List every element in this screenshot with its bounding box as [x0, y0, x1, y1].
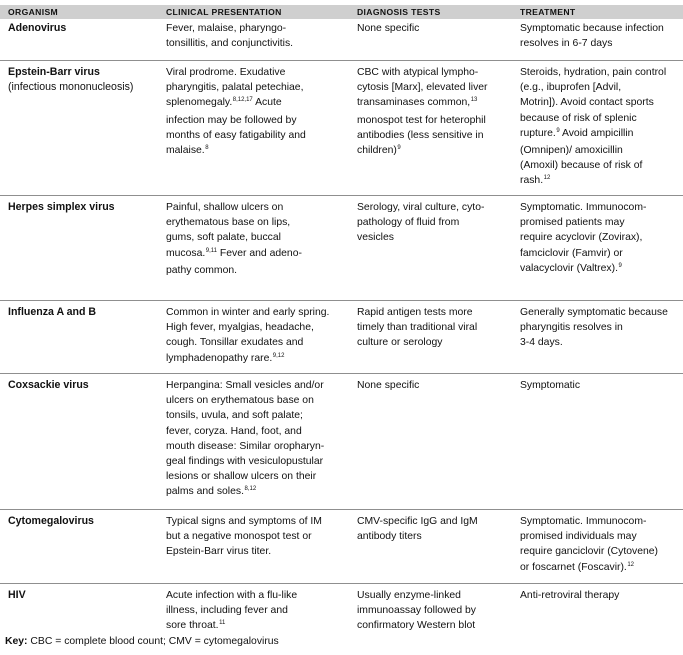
cell-line	[357, 128, 488, 143]
line-text: geal findings with vesiculopustular	[166, 456, 324, 468]
cell-line	[166, 603, 297, 618]
line-text: None specific	[357, 23, 420, 34]
line-text: Common in winter and early spring.	[166, 307, 330, 318]
organism-subtitle: (infectious mononucleosis)	[8, 81, 134, 94]
cell-treatment	[520, 65, 666, 191]
cell-line	[166, 408, 324, 423]
cell-line	[166, 200, 302, 215]
cell-line	[357, 588, 476, 603]
line-text: timely than traditional viral	[357, 322, 478, 334]
cell-clinical	[166, 65, 306, 160]
line-text: 3-4 days.	[520, 337, 563, 349]
line-text: Symptomatic. Immunocom-	[520, 516, 647, 527]
line-text: tonsils, uvula, and soft palate;	[166, 410, 303, 422]
cell-treatment	[520, 200, 646, 278]
line-text: cough. Tonsillar exudates and	[166, 337, 304, 349]
line-text: cytosis [Marx], elevated liver	[357, 82, 488, 94]
citation-superscript: 8	[205, 145, 209, 152]
cell-line	[166, 320, 329, 335]
cell-line	[520, 560, 658, 577]
line-text: tonsillitis, and conjunctivitis.	[166, 38, 294, 50]
cell-line	[520, 529, 658, 544]
line-text: Symptomatic. Immunocom-	[520, 202, 647, 213]
cell-line	[520, 514, 658, 529]
cell-organism	[8, 305, 96, 320]
line-text: lymphadenopathy rare.	[166, 352, 273, 364]
line-text: malaise.	[166, 145, 205, 157]
cell-diagnosis	[357, 21, 419, 36]
line-text: mucosa.	[166, 247, 206, 259]
line-text: (e.g., ibuprofen [Advil,	[520, 82, 622, 94]
cell-line	[166, 529, 322, 544]
cell-line	[520, 305, 668, 320]
line-text: High fever, myalgias, headache,	[166, 322, 314, 334]
line-text: pathy common.	[166, 264, 238, 276]
cell-line	[166, 439, 324, 454]
citation-superscript: 13	[470, 97, 478, 104]
line-text: pharyngitis, palatal petechiae,	[166, 82, 304, 94]
cell-treatment	[520, 378, 580, 393]
line-text: culture or serology	[357, 337, 443, 349]
line-text: None specific	[357, 380, 420, 391]
citation-superscript: 9	[397, 145, 401, 152]
line-text: Fever and adeno-	[219, 247, 302, 259]
cell-line	[166, 65, 306, 80]
line-text: ulcers on erythematous base on	[166, 395, 314, 407]
cell-organism	[8, 21, 66, 36]
line-text: antibody titers	[357, 531, 422, 543]
line-text: famciclovir (Famvir) or	[520, 247, 623, 259]
line-text: vesicles	[357, 232, 394, 244]
line-text: require acyclovir (Zovirax),	[520, 232, 643, 244]
table-header-bar	[0, 5, 683, 19]
citation-superscript: 11	[219, 620, 226, 627]
citation-superscript: 9,11	[205, 247, 218, 254]
line-text: valacyclovir (Valtrex).	[520, 262, 618, 274]
cell-diagnosis	[357, 200, 484, 246]
header-diagnosis-tests: DIAGNOSIS TESTS	[357, 7, 441, 17]
cell-line	[166, 21, 293, 36]
cell-line	[520, 230, 646, 245]
line-text: require ganciclovir (Cytovene)	[520, 546, 659, 558]
cell-line	[520, 143, 666, 158]
row-divider	[0, 300, 683, 301]
organism-name: Influenza A and B	[8, 306, 97, 318]
cell-line	[520, 544, 658, 559]
cell-line	[520, 200, 646, 215]
line-text: palms and soles.	[166, 486, 244, 498]
cell-line	[166, 305, 329, 320]
line-text: Usually enzyme-linked	[357, 590, 461, 601]
organism-name: Herpes simplex virus	[8, 201, 115, 213]
cell-line	[166, 263, 302, 278]
cell-line	[520, 588, 619, 603]
line-text: Anti-retroviral therapy	[520, 590, 620, 601]
line-text: monospot test for heterophil	[357, 114, 486, 126]
line-text: promised patients may	[520, 217, 625, 229]
cell-line	[520, 95, 666, 110]
cell-line	[166, 128, 306, 143]
line-text: CBC with atypical lympho-	[357, 67, 479, 78]
cell-line	[166, 351, 329, 368]
line-text: splenomegaly.	[166, 97, 233, 109]
cell-line	[357, 143, 488, 160]
cell-line	[166, 588, 297, 603]
line-text: Herpangina: Small vesicles and/or	[166, 380, 324, 391]
line-text: Acute	[255, 97, 282, 109]
line-text: Symptomatic	[520, 380, 581, 391]
cell-line	[357, 230, 484, 245]
line-text: sore throat.	[166, 620, 219, 632]
line-text: transaminases common,	[357, 97, 471, 109]
cell-line	[520, 21, 664, 36]
line-text: months of easy fatigability and	[166, 129, 306, 141]
table-key	[5, 636, 279, 647]
cell-treatment	[520, 514, 658, 577]
cell-line	[166, 80, 306, 95]
line-text: Serology, viral culture, cyto-	[357, 202, 485, 213]
row-divider	[0, 195, 683, 196]
citation-superscript: 8,12,17	[232, 97, 253, 104]
cell-line	[166, 393, 324, 408]
line-text: promised individuals may	[520, 531, 637, 543]
cell-clinical	[166, 21, 293, 51]
cell-line	[520, 80, 666, 95]
cell-diagnosis	[357, 65, 488, 160]
cell-line	[166, 335, 329, 350]
line-text: resolves in 6-7 days	[520, 38, 613, 50]
cell-line	[357, 320, 477, 335]
citation-superscript: 9,12	[272, 352, 285, 359]
line-text: mouth disease: Similar oropharyn-	[166, 440, 325, 452]
cell-treatment	[520, 588, 619, 603]
cell-line	[520, 261, 646, 278]
cell-line	[357, 95, 488, 112]
cell-line	[520, 173, 666, 190]
header-organism: ORGANISM	[8, 7, 59, 17]
line-text: confirmatory Western blot	[357, 620, 476, 632]
cell-line	[520, 378, 580, 393]
cell-clinical	[166, 305, 329, 368]
cell-line	[357, 529, 478, 544]
line-text: rupture.	[520, 127, 556, 139]
cell-clinical	[166, 378, 324, 502]
cell-line	[357, 65, 488, 80]
cell-diagnosis	[357, 588, 476, 634]
line-text: CMV-specific IgG and IgM	[357, 516, 478, 527]
cell-line	[520, 126, 666, 143]
cell-organism	[8, 65, 133, 95]
cell-line	[166, 246, 302, 263]
cell-line	[357, 335, 477, 350]
cell-line	[520, 320, 668, 335]
line-text: rash.	[520, 175, 544, 187]
cell-line	[520, 215, 646, 230]
line-text: Acute infection with a flu-like	[166, 590, 298, 601]
line-text: gums, soft palate, buccal	[166, 232, 281, 244]
cell-line	[357, 21, 419, 36]
cell-clinical	[166, 514, 322, 560]
cell-line	[357, 378, 419, 393]
row-divider	[0, 509, 683, 510]
line-text: immunoassay followed by	[357, 605, 476, 617]
cell-diagnosis	[357, 305, 477, 351]
line-text: antibodies (less sensitive in	[357, 129, 484, 141]
cell-organism	[8, 378, 89, 393]
line-text: pharyngitis resolves in	[520, 322, 623, 334]
line-text: Symptomatic because infection	[520, 23, 664, 34]
cell-clinical	[166, 588, 297, 636]
cell-line	[166, 484, 324, 501]
line-text: Painful, shallow ulcers on	[166, 202, 284, 213]
row-divider	[0, 60, 683, 61]
cell-organism	[8, 514, 94, 529]
cell-line	[520, 111, 666, 126]
cell-line	[166, 113, 306, 128]
key-text: CBC = complete blood count; CMV = cytomegalovirus	[30, 636, 279, 647]
citation-superscript: 12	[543, 175, 551, 182]
header-clinical-presentation: CLINICAL PRESENTATION	[166, 7, 282, 17]
line-text: because of risk of splenic	[520, 112, 637, 124]
line-text: lesions or shallow ulcers on their	[166, 471, 317, 483]
cell-organism	[8, 200, 115, 215]
citation-superscript: 9	[556, 127, 560, 134]
cell-line	[357, 113, 488, 128]
cell-line	[357, 618, 476, 633]
line-text: or foscarnet (Foscavir).	[520, 561, 627, 573]
cell-line	[357, 514, 478, 529]
organism-name: HIV	[8, 589, 26, 601]
organism-name: Adenovirus	[8, 22, 67, 34]
organism-name: Cytomegalovirus	[8, 515, 94, 527]
line-text: children)	[357, 145, 397, 157]
cell-line	[520, 36, 664, 51]
row-divider	[0, 583, 683, 584]
cell-diagnosis	[357, 514, 478, 544]
cell-line	[357, 603, 476, 618]
cell-line	[166, 514, 322, 529]
cell-line	[520, 158, 666, 173]
citation-superscript: 12	[627, 561, 635, 568]
line-text: Fever, malaise, pharyngo-	[166, 23, 287, 34]
cell-diagnosis	[357, 378, 419, 393]
line-text: Viral prodrome. Exudative	[166, 67, 286, 78]
line-text: illness, including fever and	[166, 605, 288, 617]
cell-line	[357, 80, 488, 95]
cell-organism	[8, 588, 26, 603]
cell-treatment	[520, 305, 668, 351]
line-text: Steroids, hydration, pain control	[520, 67, 667, 78]
line-text: Typical signs and symptoms of IM	[166, 516, 322, 527]
cell-line	[166, 378, 324, 393]
line-text: Motrin]). Avoid contact sports	[520, 97, 654, 109]
cell-line	[166, 544, 322, 559]
cell-line	[357, 305, 477, 320]
cell-line	[166, 36, 293, 51]
cell-line	[357, 215, 484, 230]
cell-line	[166, 95, 306, 112]
cell-line	[166, 424, 324, 439]
cell-line	[520, 246, 646, 261]
row-divider	[0, 373, 683, 374]
cell-line	[520, 335, 668, 350]
cell-line	[166, 618, 297, 635]
line-text: pathology of fluid from	[357, 217, 460, 229]
line-text: erythematous base on lips,	[166, 217, 291, 229]
line-text: Rapid antigen tests more	[357, 307, 473, 318]
cell-line	[520, 65, 666, 80]
cell-treatment	[520, 21, 664, 51]
cell-line	[357, 200, 484, 215]
line-text: (Amoxil) because of risk of	[520, 160, 643, 172]
line-text: infection may be followed by	[166, 114, 297, 126]
citation-superscript: 9	[618, 262, 622, 269]
line-text: Epstein-Barr virus titer.	[166, 546, 272, 558]
line-text: (Omnipen)/ amoxicillin	[520, 145, 623, 157]
line-text: Generally symptomatic because	[520, 307, 668, 318]
organism-name: Coxsackie virus	[8, 379, 89, 391]
key-label: Key:	[5, 636, 28, 647]
line-text: but a negative monospot test or	[166, 531, 312, 543]
cell-line	[166, 215, 302, 230]
cell-line	[166, 230, 302, 245]
cell-line	[166, 143, 306, 160]
cell-clinical	[166, 200, 302, 278]
cell-line	[166, 469, 324, 484]
organism-name: Epstein-Barr virus	[8, 66, 100, 78]
citation-superscript: 8,12	[244, 486, 257, 493]
cell-line	[166, 454, 324, 469]
line-text: fever, coryza. Hand, foot, and	[166, 425, 302, 437]
header-treatment: TREATMENT	[520, 7, 576, 17]
line-text: Avoid ampicillin	[561, 127, 634, 139]
